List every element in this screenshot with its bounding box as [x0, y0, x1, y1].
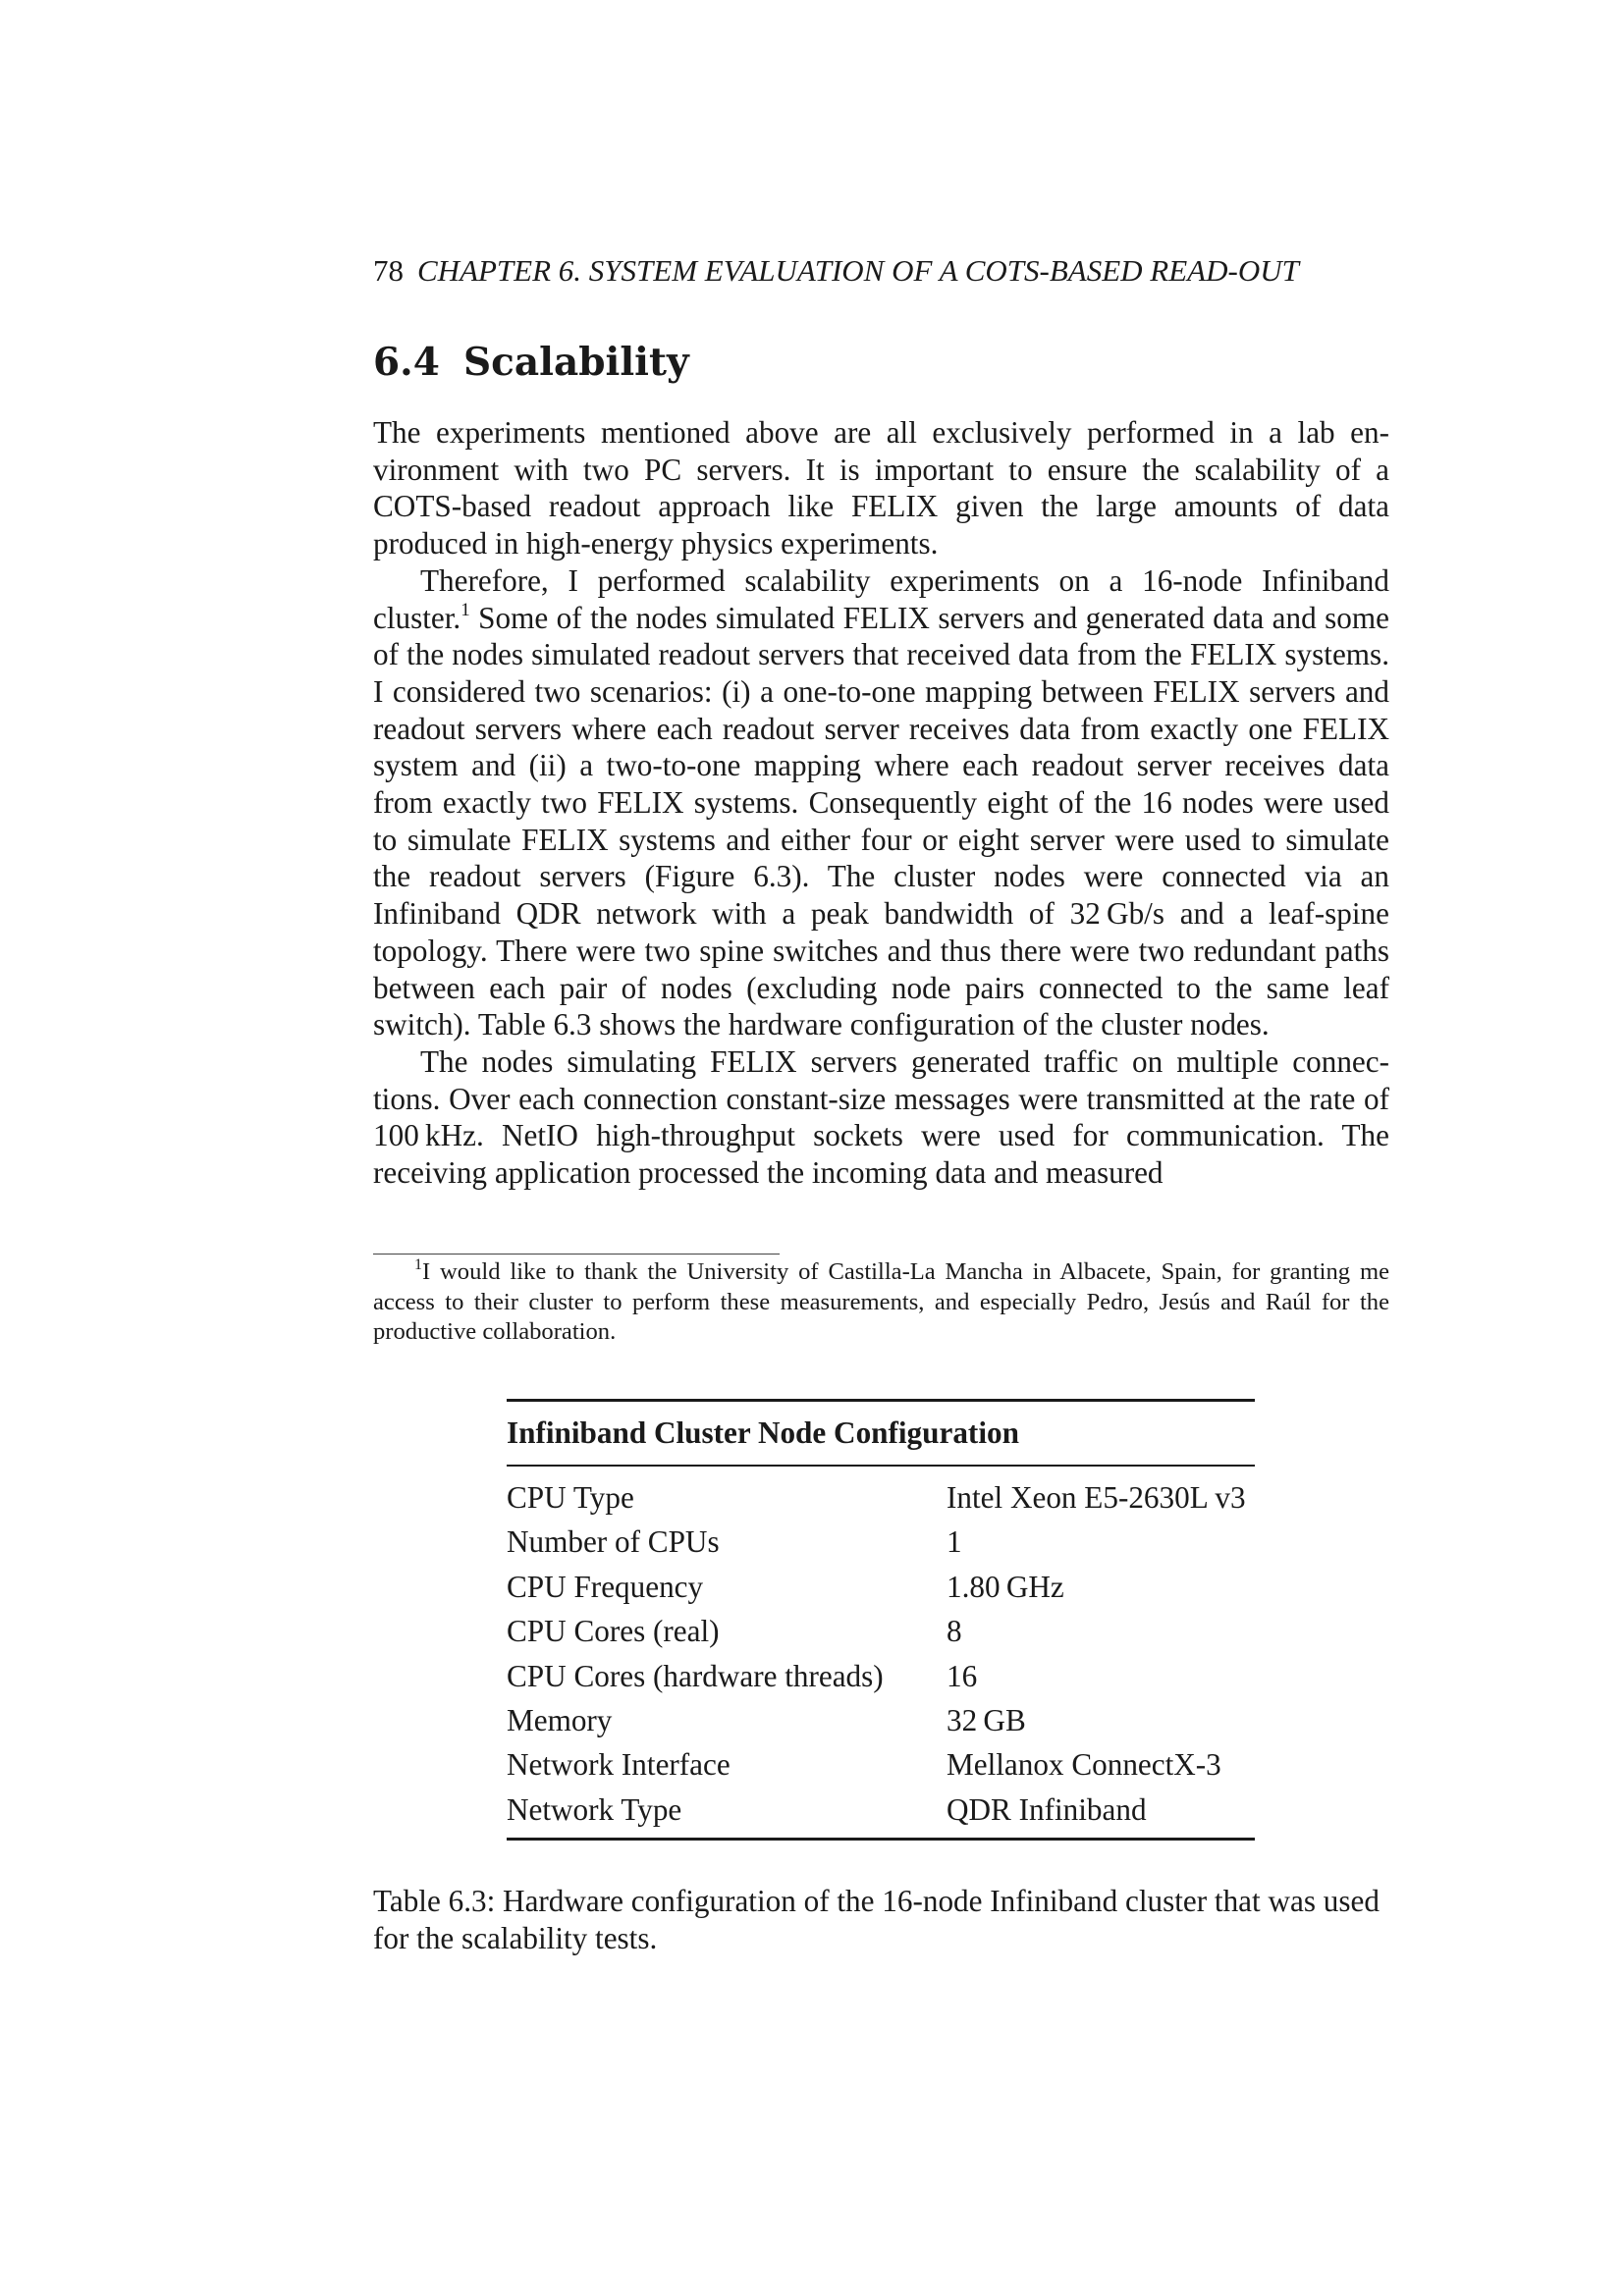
footnote [373, 1257, 1389, 1348]
section-heading [373, 338, 689, 387]
table-cell-key: Network Type [507, 1791, 682, 1827]
table-cell-key: Number of CPUs [507, 1524, 720, 1560]
table-cell-value: 1 [947, 1524, 962, 1560]
table-cell-value: Intel Xeon E5-2630L v3 [947, 1480, 1246, 1515]
paragraph-2-start: Therefore, I performed scalability experiments on a 16-node Infiniband cluster. [373, 562, 1389, 635]
table-cell-key: Network Interface [507, 1747, 731, 1783]
table-header: Infiniband Cluster Node Configuration [507, 1415, 1019, 1450]
chapter-title: CHAPTER 6. SYSTEM EVALUATION OF A COTS-BASED READ-OUT [417, 253, 1299, 288]
footnote-rule [373, 1254, 780, 1255]
table-row [507, 1742, 1255, 1787]
paragraph-1: The experiments mentioned above are all exclusively performed in a lab environment with two PC servers. It is important to ensure the scalability of a COTS-based readout approach like FELIX given the large amounts of data produced in high-energy physics experiments. [373, 415, 1389, 561]
footnote-text: I would like to thank the University of Castilla-La Mancha in Albacete, Spain, for granting me access to their cluster to perform these measurements, and especially Pedro, Jesús and Raúl for the productive collaboration. [373, 1258, 1389, 1345]
table-header-row [507, 1401, 1255, 1467]
cluster-config-table [507, 1399, 1255, 1841]
footnote-mark: 1 [414, 1256, 422, 1273]
table-cell-value: Mellanox ConnectX-3 [947, 1747, 1221, 1783]
page-number: 78 [373, 253, 404, 288]
table-cell-key: CPU Type [507, 1480, 634, 1515]
table-cell-value: 1.80 GHz [947, 1569, 1064, 1604]
running-head [373, 251, 1389, 291]
table-cell-key: Memory [507, 1703, 613, 1738]
footnote-reference[interactable]: 1 [460, 599, 470, 620]
table-row [507, 1654, 1255, 1698]
table-cell-value: QDR Infiniband [947, 1791, 1147, 1827]
table-cell-key: CPU Frequency [507, 1569, 704, 1604]
table-caption: Table 6.3: Hardware configuration of the 16-node Infiniband cluster that was used for the scalability tests. [373, 1884, 1380, 1955]
table-row [507, 1609, 1255, 1653]
paragraph-2-rest: Some of the nodes simulated FELIX servers and generated data and some of the nodes simulated readout servers that received data from the FELIX systems. I considered two scenarios: (i) a one-to-one mapping between FELIX servers and readout servers where each readout server receives data from exactly one FELIX system and (ii) a two-to-one mapping where each readout server receives data from exactly two FELIX systems. Consequently eight of the 16 nodes were used to simulate FELIX systems and either four or eight server were used to simulate the readout servers (Figure 6.3). The cluster nodes were connected via an Infiniband QDR network with a peak bandwidth of 32 Gb/s and a leaf-spine topology. There were two spine switches and thus there were two redundant paths between each pair of nodes (excluding node pairs connected to the same leaf switch). Table 6.3 shows the hardware configuration of the cluster nodes. [373, 600, 1389, 1042]
paragraph-2 [373, 562, 1389, 1043]
table-row [507, 1520, 1255, 1564]
section-number: 6.4 [373, 340, 440, 385]
table-cell-value: 8 [947, 1614, 962, 1649]
table-row [507, 1788, 1255, 1840]
section-title: Scalability [463, 340, 689, 385]
table-cell-key: CPU Cores (real) [507, 1614, 720, 1649]
paragraph-3: The nodes simulating FELIX servers generated traffic on multiple connections. Over each connection constant-size messages were transmitted at the rate of 100 kHz. NetIO high-throughput sockets were used for communication. The receiving application processed the incoming data and measured [373, 1043, 1389, 1191]
table-cell-key: CPU Cores (hardware threads) [507, 1658, 884, 1693]
table-row [507, 1698, 1255, 1742]
table-row [507, 1565, 1255, 1609]
table-cell-value: 32 GB [947, 1703, 1026, 1738]
table-cell-value: 16 [947, 1658, 978, 1693]
table-row [507, 1466, 1255, 1520]
body-text [373, 414, 1389, 1192]
